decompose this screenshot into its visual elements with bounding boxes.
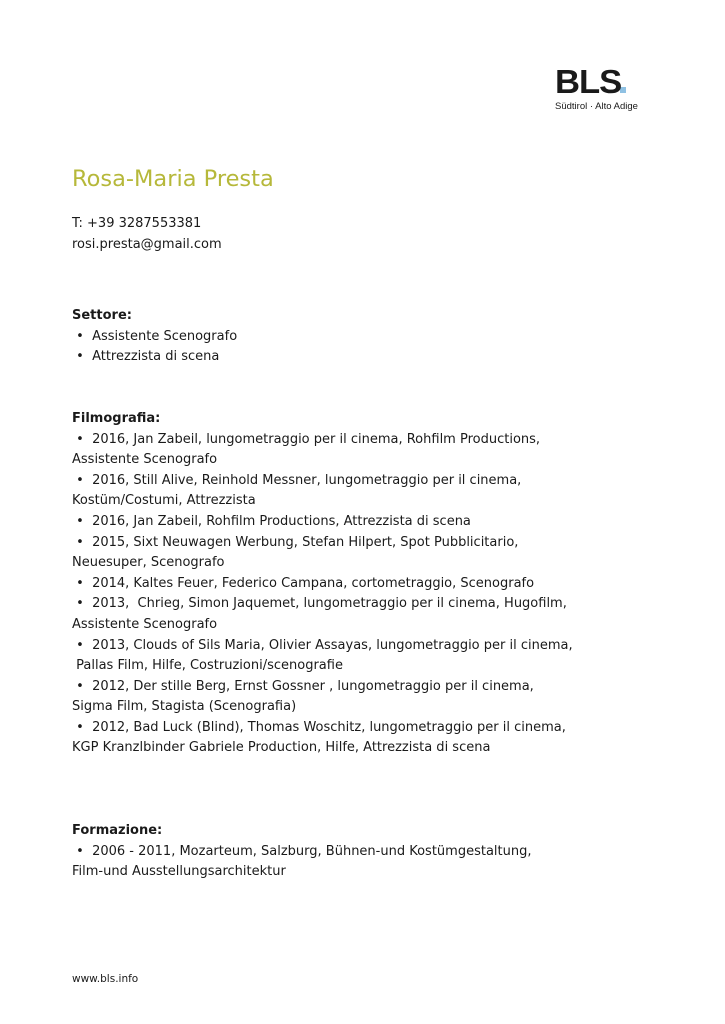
film-line: Assistente Scenografo bbox=[72, 452, 218, 468]
formazione-line: Film-und Ausstellungsarchitektur bbox=[72, 864, 286, 880]
logo-mark: BLS bbox=[555, 63, 622, 100]
settore-item: • Attrezzista di scena bbox=[72, 349, 220, 365]
settore-item: • Assistente Scenografo bbox=[72, 328, 238, 344]
film-line: Sigma Film, Stagista (Scenografia) bbox=[72, 699, 297, 715]
settore-title: Settore: bbox=[72, 308, 132, 324]
formazione-line: • 2006 - 2011, Mozarteum, Salzburg, Bühnen-und Kostümgestaltung, bbox=[72, 843, 532, 859]
contact-block bbox=[72, 214, 592, 255]
film-line: • 2014, Kaltes Feuer, Federico Campana, cortometraggio, Scenografo bbox=[72, 575, 535, 591]
film-line: • 2013, Clouds of Sils Maria, Olivier Assayas, lungometraggio per il cinema, bbox=[72, 637, 573, 653]
formazione-title: Formazione: bbox=[72, 823, 163, 839]
film-line: • 2013, Chrieg, Simon Jaquemet, lungometraggio per il cinema, Hugofilm, bbox=[72, 596, 567, 612]
film-line: Assistente Scenografo bbox=[72, 616, 218, 632]
cv-content bbox=[72, 164, 592, 883]
person-name: Rosa-Maria Presta bbox=[72, 166, 274, 192]
film-line: • 2016, Jan Zabeil, lungometraggio per il cinema, Rohfilm Productions, bbox=[72, 431, 541, 447]
phone: T: +39 3287553381 bbox=[72, 216, 202, 231]
settore-list bbox=[72, 327, 592, 368]
film-line: • 2015, Sixt Neuwagen Werbung, Stefan Hilpert, Spot Pubblicitario, bbox=[72, 534, 519, 550]
film-line: • 2016, Jan Zabeil, Rohfilm Productions, Attrezzista di scena bbox=[72, 513, 471, 529]
film-line: • 2012, Der stille Berg, Ernst Gossner , lungometraggio per il cinema, bbox=[72, 678, 534, 694]
film-line: • 2012, Bad Luck (Blind), Thomas Woschitz, lungometraggio per il cinema, bbox=[72, 719, 566, 735]
email: rosi.presta@gmail.com bbox=[72, 236, 222, 252]
film-line: KGP Kranzlbinder Gabriele Production, Hilfe, Attrezzista di scena bbox=[72, 740, 491, 756]
bls-logo bbox=[555, 64, 645, 112]
film-line: Pallas Film, Hilfe, Costruzioni/scenografie bbox=[72, 658, 343, 674]
filmografia-title: Filmografia: bbox=[72, 410, 161, 426]
film-line: Neuesuper, Scenografo bbox=[72, 555, 225, 571]
film-line: Kostüm/Costumi, Attrezzista bbox=[72, 493, 256, 509]
film-line: • 2016, Still Alive, Reinhold Messner, lungometraggio per il cinema, bbox=[72, 472, 522, 488]
footer-url: www.bls.info bbox=[72, 973, 139, 985]
filmografia-list bbox=[72, 430, 592, 760]
logo-subtitle: Südtirol · Alto Adige bbox=[555, 101, 638, 112]
formazione-list bbox=[72, 842, 592, 883]
